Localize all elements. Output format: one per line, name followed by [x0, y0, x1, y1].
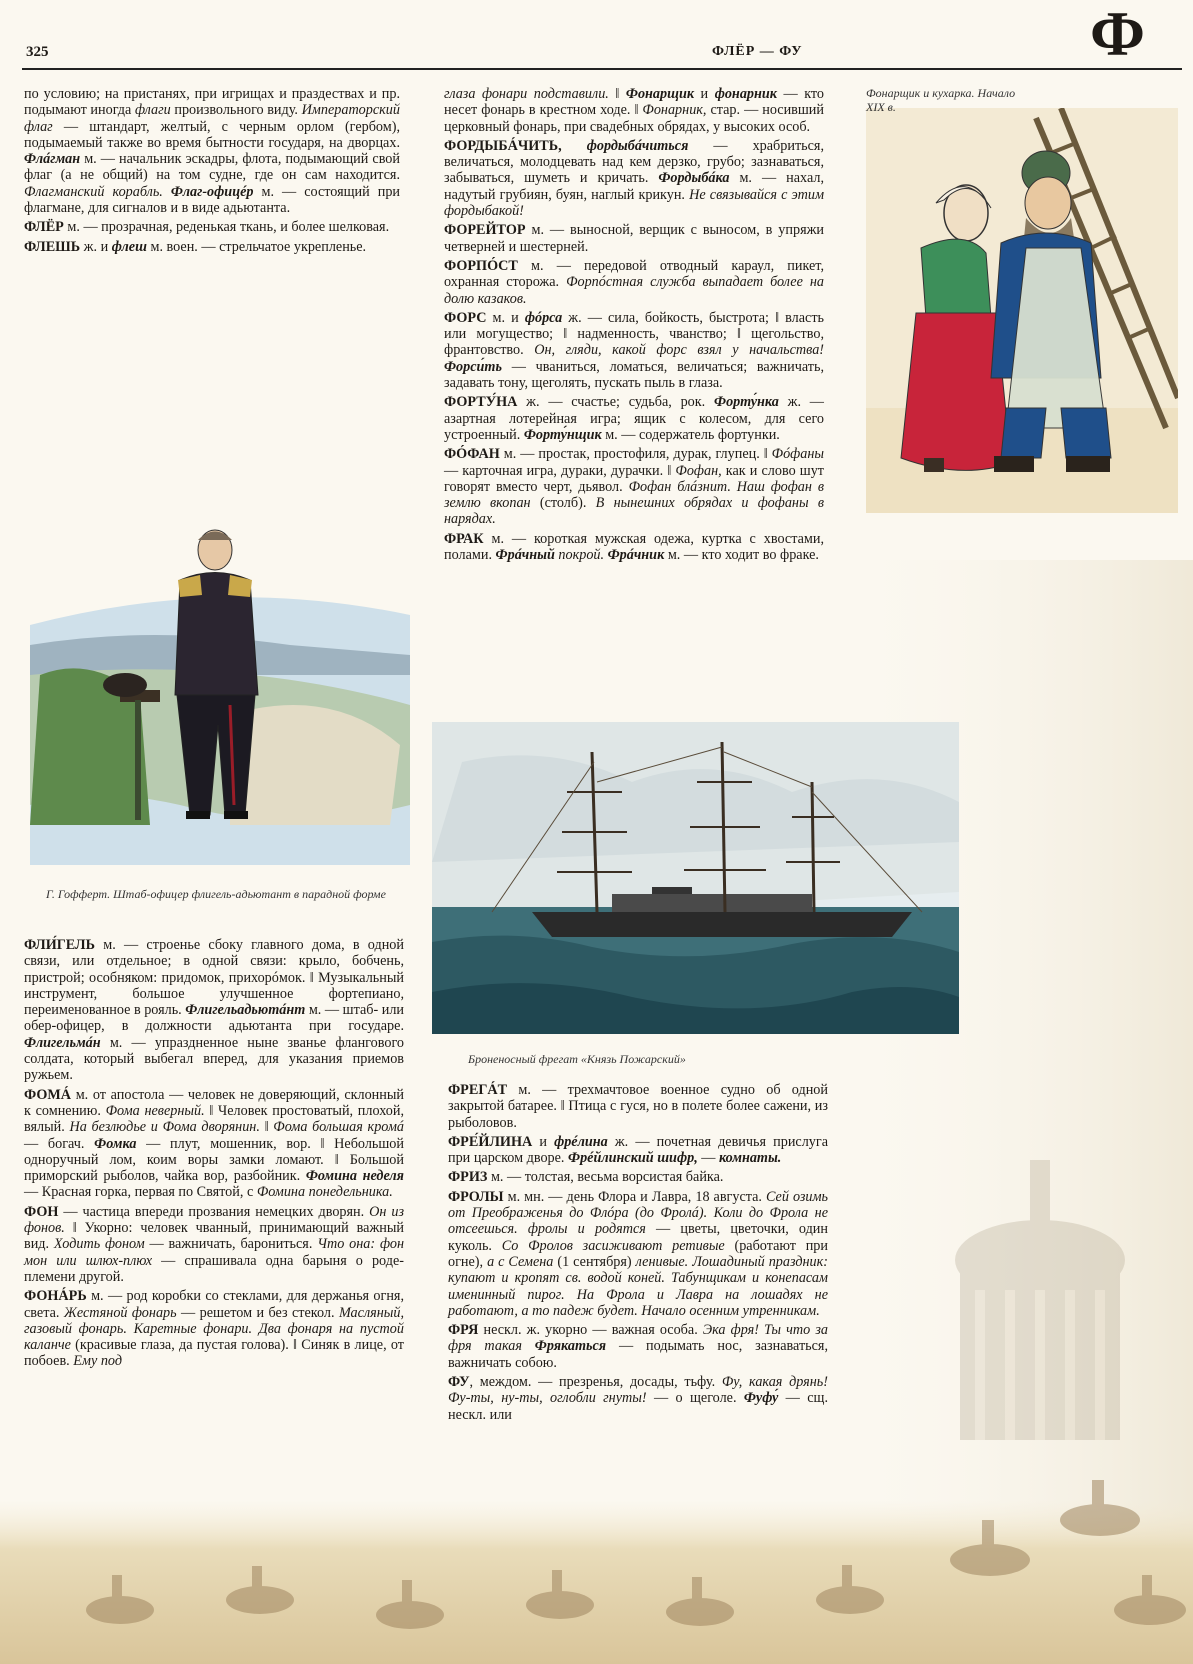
header-rule — [22, 68, 1182, 70]
entry-subword: Фрéйлинский шифр, — [568, 1150, 698, 1167]
entry-text: ж. — счастье; судьба, рок. — [517, 394, 715, 411]
dictionary-entry — [448, 1322, 828, 1371]
entry-text: м. — род коробки со стеклами, для держанья огня, света. — [24, 1288, 404, 1321]
entry-text: (1 сентября) — [553, 1253, 636, 1270]
entry-headword: ФОРТУ́НА — [444, 394, 518, 411]
entry-headword: ФОНÁРЬ — [24, 1288, 87, 1305]
entry-example: Со Фролов засиживают ретивые — [501, 1237, 725, 1254]
entry-text: ж. — сила, бойкость, быстрота; ‖ власть или могущество; ‖ надменность, чванство; ‖ щегольство, франтовство. — [444, 309, 824, 359]
entry-text: — важничать, барониться. — [144, 1236, 318, 1253]
entry-text: (столб). — [530, 495, 596, 512]
entry-example: Флагманский корабль. — [24, 183, 163, 200]
entry-text: м. — толстая, весьма ворсистая байка. — [487, 1169, 724, 1186]
entry-text: ‖ — [608, 86, 626, 102]
dictionary-entry — [444, 531, 824, 564]
entry-text: ‖ Укорно: человек чванный, принимающий важный вид. — [24, 1220, 404, 1253]
dictionary-entry — [448, 1169, 828, 1185]
horsemen-silhouettes — [86, 1480, 1186, 1629]
entry-headword: ФОРДЫБÁЧИТЬ, — [444, 137, 562, 154]
entry-text: нескл. ж. укорно — важная особа. — [478, 1322, 703, 1339]
entry-text: — — [697, 1150, 720, 1167]
dictionary-entry — [448, 1082, 828, 1131]
section-letter: Ф — [1090, 0, 1145, 69]
entry-text: м. от апостола — человек не доверяющий, склонный к сомнению. — [24, 1086, 404, 1119]
entry-headword: ФРЯ — [448, 1322, 479, 1339]
dictionary-entry — [444, 222, 824, 255]
entry-text: м. — короткая мужская одежа, куртка с хвостами, полами. — [444, 530, 824, 564]
entry-headword: ФОРПÓСТ — [444, 257, 518, 274]
entry-text: ‖ Человек простоватый, плохой, вялый. — [24, 1102, 405, 1136]
dictionary-entry — [444, 310, 824, 391]
entry-text: м. — передовой отводный караул, пикет, охранная сторожа. — [444, 257, 824, 291]
entry-text: м. — штаб- или обер-офицер, в должности адьютанта при государе. — [24, 1002, 405, 1035]
column-2-bottom — [448, 1082, 828, 1426]
entry-example: В нынешних обрядах и фофаны в нарядах. — [444, 495, 824, 528]
entry-text: — цветы, цветочки, один куколь. — [448, 1221, 828, 1254]
entry-subword: фóрса — [524, 309, 563, 326]
frigate-illustration — [432, 722, 959, 1034]
entry-text: — богач. — [24, 1135, 95, 1152]
entry-example: На безлюдье и Фома дворянин. — [69, 1119, 260, 1136]
dictionary-entry — [24, 1087, 404, 1201]
officer-portrait-illustration — [30, 505, 410, 865]
dictionary-entry — [24, 239, 400, 255]
entry-subword: Фрáчник — [607, 547, 665, 564]
entry-example: Фонарник, — [642, 102, 707, 119]
entry-headword: ФРОЛЫ — [448, 1188, 504, 1205]
entry-example: Фофан, — [675, 462, 722, 479]
entry-text: — спрашивала одна барыня о роде-племени другой. — [24, 1252, 404, 1285]
entry-text: (красивые глаза, да пустая голова). ‖ Синяк в лице, от побоев. — [24, 1337, 404, 1370]
entry-example: Форпóстная служба выпадает более на долю казаков. — [444, 274, 824, 307]
entry-headword: ФЛЁР — [24, 219, 64, 236]
entry-text: м. — кто ходит во фраке. — [664, 547, 819, 564]
entry-text: м. — упраздненное ныне званье флангового солдата, который выбегал вперед, для указания приемов ружьем. — [24, 1034, 404, 1084]
entry-subword: Фонарщик — [625, 86, 695, 102]
entry-text: м. — простак, простофиля, дурак, глупец. ‖ — [499, 446, 772, 463]
entry-text: м. — нахал, надутый грубиян, буян, наглый крикун. — [444, 170, 824, 203]
page-number: 325 — [26, 44, 49, 60]
caption-officer: Г. Гофферт. Штаб-офицер флигель-адьютант в парадной форме — [46, 887, 386, 901]
palace-silhouette — [955, 1160, 1125, 1440]
entry-example: Он, гляди, какой форс взял у начальства! — [534, 342, 825, 359]
entry-subword: Фуфу́ — [743, 1390, 779, 1407]
entry-text: — подымать нос, зазнаваться, важничать собою. — [448, 1338, 828, 1371]
entry-subword: Форту́нщик — [523, 426, 602, 443]
entry-text: — сщ. нескл. или — [448, 1390, 828, 1423]
caption-lamplighter: Фонарщик и кухарка. Начало XIX в. — [866, 86, 1016, 114]
entry-text: , междом. — презренья, досады, тьфу. — [469, 1374, 722, 1391]
entry-text: м. и — [486, 309, 525, 326]
entry-text: — частица впереди прозвания немецких дворян. — [58, 1203, 370, 1220]
dictionary-entry — [444, 258, 824, 307]
entry-text: м. — прозрачная, реденькая ткань, и более шелковая. — [63, 219, 390, 236]
entry-text: м. — содержатель фортунки. — [601, 426, 780, 443]
dictionary-entry — [448, 1189, 828, 1319]
entry-example: Фомина понедельника. — [256, 1184, 393, 1201]
entry-text: м. — выносной, верщик с выносом, в упряжи четверней и шестерней. — [444, 222, 824, 255]
dictionary-entry — [24, 86, 400, 216]
entry-headword: ФÓФАН — [444, 446, 500, 463]
entry-headword: ФОН — [24, 1203, 59, 1220]
entry-example: Фу, какая дрянь! Фу-ты, ну-ты, оглобли гнуты! — [448, 1374, 828, 1407]
entry-subword: Флаг-офицéр — [170, 183, 254, 200]
entry-example: Что она: фон мон или шлюх-плюх — [24, 1236, 404, 1269]
entry-text: — о щеголе. — [646, 1390, 744, 1407]
entry-subword: Фомка — [94, 1135, 137, 1152]
entry-headword: ФРЕГÁТ — [448, 1082, 508, 1098]
entry-text: произвольного виду. — [170, 102, 302, 119]
entry-example: Фома большая кромá — [273, 1119, 404, 1136]
dictionary-entry — [444, 138, 824, 219]
entry-text: и — [694, 86, 715, 102]
entry-example: флаги — [134, 102, 171, 119]
entry-headword: ФРАК — [444, 530, 484, 547]
entry-subword: фрéлина — [554, 1133, 608, 1150]
entry-text: ж. — почетная девичья прислуга при царском дворе. — [448, 1133, 828, 1167]
dictionary-entry — [448, 1374, 828, 1423]
entry-text: — кто несет фонарь в крестном ходе. ‖ — [444, 86, 825, 119]
entry-text: м. воен. — стрельчатое укрепленье. — [146, 238, 367, 255]
entry-subword: Форту́нка — [714, 394, 779, 411]
entry-subword: Фрякаться — [534, 1338, 607, 1355]
entry-subword: Фордыбáка — [658, 170, 730, 187]
entry-example: Ходить фоном — [53, 1236, 145, 1253]
entry-headword: ФЛЕШЬ — [24, 238, 81, 255]
entry-subword: фонарник — [714, 86, 777, 102]
entry-headword: ФУ — [448, 1374, 470, 1391]
entry-text: — Красная горка, первая по Святой, с — [24, 1184, 257, 1201]
entry-text: — храбриться, величаться, молодцевать над кем дерзко, грубо; зазнаваться, забываться, шуметь и кричать. — [444, 137, 824, 187]
entry-example: Масляный, газовый фонарь. Каретные фонари. Два фонаря на пустой каланче — [24, 1304, 405, 1354]
entry-example: ленивые. Лошадиный праздник: купают и кропят св. водой коней. Табунщикам и конепасам именинный пирог. На Фрола и Лавра на лошадях не работают, а то падеж будет. Начало осенним утренникам. — [448, 1253, 828, 1319]
entry-text: (работают при огне), — [448, 1237, 828, 1270]
column-1-top — [24, 86, 400, 258]
dictionary-entry — [444, 446, 824, 527]
entry-text: м. — строенье сбоку главного дома, в одной связи, или отдельное; в одной связи: крыло, бобчень, пристрой; особняком: придомок, прихорóмок. ‖ Музыкальный инструмент, большое улучшенное фортепиано, переименованное в рояль. — [24, 937, 404, 1019]
entry-example: Не связывайся с этим фордыбакой! — [444, 186, 824, 220]
dictionary-entry — [448, 1134, 828, 1167]
dictionary-entry — [24, 1288, 404, 1369]
entry-example: Фóфаны — [771, 446, 824, 463]
entry-example: Фофан блáзнит. Наш фофан в землю вкопан — [444, 478, 825, 512]
entry-subword: Фомина неделя — [305, 1168, 404, 1185]
entry-headword: ФЛИ́ГЕЛЬ — [24, 937, 95, 953]
entry-example: Эка фря! Ты что за фря такая — [448, 1322, 829, 1355]
entry-example: Императорский флаг — [24, 102, 400, 135]
entry-headword: ФРЕ́ЙЛИНА — [448, 1133, 533, 1150]
entry-headword: ФОРЕЙТОР — [444, 222, 526, 239]
entry-text: — штандарт, желтый, с черным орлом (гербом), подымаемый также во время бытности государя, на дворцах. — [24, 118, 400, 151]
entry-text: ‖ — [259, 1119, 274, 1136]
lamplighter-cook-illustration — [866, 108, 1178, 513]
entry-text — [522, 1338, 535, 1354]
entry-headword: ФРИЗ — [448, 1169, 488, 1186]
entry-text: м. мн. — день Флора и Лавра, 18 августа. — [503, 1188, 766, 1205]
dictionary-entry — [24, 937, 404, 1084]
entry-text: ж. и — [80, 238, 112, 255]
dictionary-entry — [444, 394, 824, 443]
entry-subword: флеш — [111, 238, 147, 255]
entry-text: стар. — носивший церковный фонарь, при свадебных обрядах, у высоких особ. — [444, 102, 824, 135]
entry-headword: ФОМÁ — [24, 1086, 72, 1103]
entry-text: и — [532, 1133, 555, 1150]
entry-subword: фордыбáчиться — [586, 137, 689, 154]
entry-example: а с Семена — [487, 1253, 554, 1270]
entry-subword: Форси́ть — [444, 358, 502, 375]
entry-text: м. — трехмачтовое военное судно об одной закрытой батарее. ‖ Птица с гуся, но в полете более сажени, из рыболовов. — [448, 1082, 828, 1131]
entry-text: — решетом и без стекол. — [176, 1304, 339, 1321]
entry-example: Ему под — [73, 1353, 123, 1370]
entry-example: Сей озимь от Преображенья до Флóра (до Фролá). Коли до Фрола не отсеешься. фролы и родятся — [448, 1188, 829, 1238]
entry-subword: Флáгман — [24, 151, 81, 168]
entry-text: — чваниться, ломаться, величаться; важничать, задавать тону, щеголять, пускать пыль в глаза. — [444, 358, 824, 392]
dictionary-entry — [444, 86, 824, 135]
caption-frigate: Броненосный фрегат «Князь Пожарский» — [468, 1052, 686, 1066]
entry-subword: Фрáчный — [495, 547, 555, 564]
entry-subword: Флигельадьютáнт — [185, 1002, 306, 1019]
entry-example: покрой. — [558, 547, 605, 564]
entry-subword: Флигельмáн — [24, 1034, 101, 1051]
entry-headword: ФОРС — [444, 309, 487, 326]
entry-text: по условию; на пристанях, при игрищах и праздествах и пр. подымают иногда — [24, 86, 400, 119]
entry-text: м. — начальник эскадры, флота, подымающий свой флаг (а не общий) на том судне, где он сам находится. — [24, 151, 400, 184]
dictionary-entry — [24, 219, 400, 235]
entry-subword: комнаты. — [719, 1150, 782, 1167]
entry-example: Жестяной фонарь — [63, 1304, 177, 1321]
entry-text: ж. — азартная лотерейная игра; ящик с колесом, для сего устроенный. — [444, 394, 824, 443]
entry-text — [562, 138, 587, 154]
entry-example: Он из фонов. — [24, 1203, 404, 1237]
entry-text — [163, 184, 171, 200]
entry-text: м. — состоящий при флагмане, для сигналов и в виде адьютанта. — [24, 183, 401, 217]
entry-example: глаза фонари подставили. — [444, 86, 609, 102]
entry-text: — плут, мошенник, вор. ‖ Небольшой одноручный лом, коим воры замки ломают. ‖ Большой приморский рыболов, чайка вор, разбойник. — [24, 1135, 404, 1185]
entry-text: — карточная игра, дураки, дурачки. ‖ — [444, 462, 676, 479]
column-1-bottom — [24, 937, 404, 1373]
entry-example: Фома неверный. — [105, 1102, 205, 1119]
entry-text: как и слово шут говорят вместо черт, дьявол. — [444, 462, 824, 495]
dictionary-entry — [24, 1204, 404, 1285]
column-2-top — [444, 86, 824, 566]
running-head: ФЛЁР — ФУ — [712, 44, 803, 59]
